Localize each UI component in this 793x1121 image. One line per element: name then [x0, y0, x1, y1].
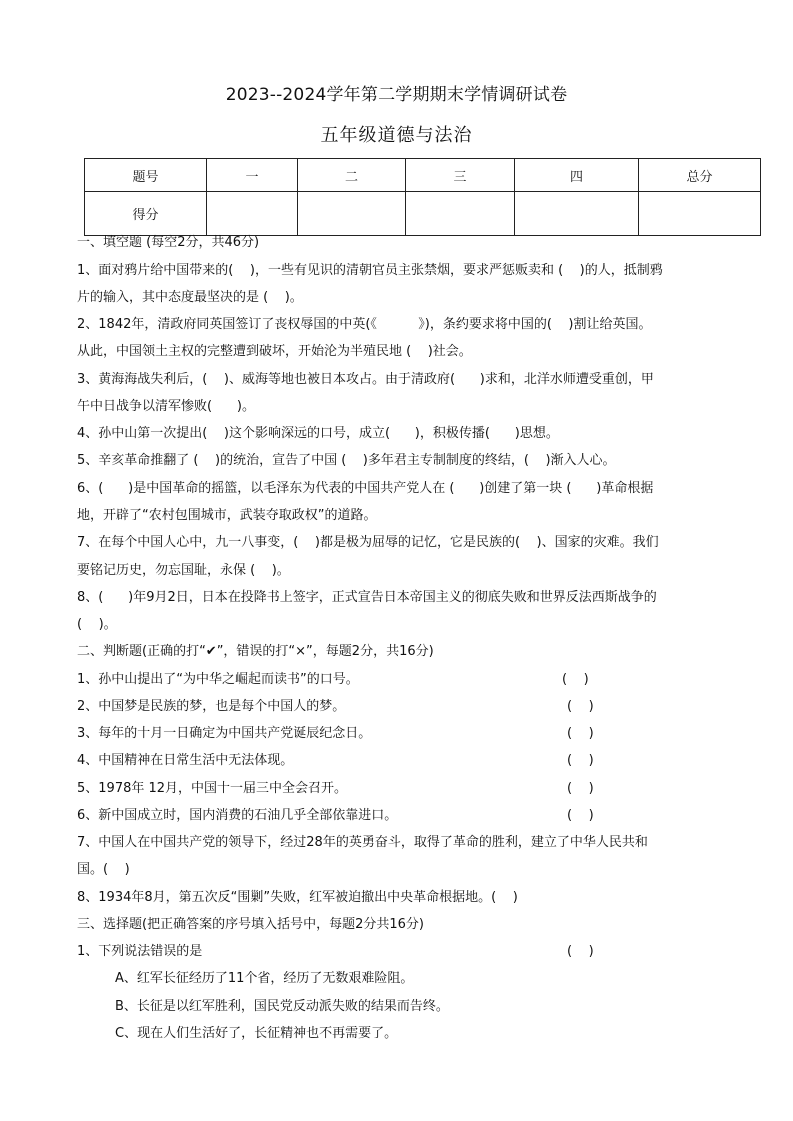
judgment-item: 国。( ) — [77, 862, 130, 877]
score-table-score-row — [85, 192, 761, 236]
choice-option-c: C、现在人们生活好了，长征精神也不再需要了。 — [115, 1026, 398, 1041]
choice-option-a: A、红军长征经历了11个省，经历了无数艰难险阻。 — [115, 971, 414, 986]
score-table-header-row — [85, 159, 761, 192]
question-line: ( )。 — [77, 617, 117, 632]
judgment-item: 5、1978年 12月，中国十一届三中全会召开。 — [77, 781, 348, 796]
question-line: 要铭记历史，勿忘国耻，永保 ( )。 — [77, 563, 290, 578]
judgment-item: 1、孙中山提出了“为中华之崛起而读书”的口号。 — [77, 672, 359, 687]
score-cell[interactable] — [639, 192, 761, 236]
judgment-item: 2、中国梦是民族的梦，也是每个中国人的梦。 — [77, 699, 346, 714]
exam-subtitle: 五年级道德与法治 — [320, 125, 473, 146]
question-line: 从此，中国领土主权的完整遭到破坏，开始沦为半殖民地 ( )社会。 — [77, 344, 472, 359]
section-heading: 一、填空题 (每空2分，共46分) — [77, 235, 260, 250]
judgment-item: 3、每年的十月一日确定为中国共产党诞辰纪念日。 — [77, 726, 372, 741]
question-line: 地，开辟了“农村包围城市，武装夺取政权”的道路。 — [77, 508, 377, 523]
score-cell[interactable] — [406, 192, 515, 236]
score-cell[interactable] — [515, 192, 639, 236]
question-line: 2、1842年，清政府同英国签订了丧权辱国的中英(《 》)，条约要求将中国的( )割让给英国。 — [77, 317, 652, 332]
question-line: 8、( )年9月2日，日本在投降书上签字，正式宣告日本帝国主义的彻底失败和世界反法西斯战争的 — [77, 590, 657, 605]
question-line: 5、辛亥革命推翻了 ( )的统治，宣告了中国 ( )多年君主专制制度的终结，( )渐入人心。 — [77, 453, 616, 468]
score-table-header: 二 — [298, 159, 406, 192]
section-heading: 三、选择题(把正确答案的序号填入括号中，每题2分共16分) — [77, 917, 424, 932]
question-line: 7、在每个中国人心中，九一八事变，( )都是极为屈辱的记忆，它是民族的( )、国家的灾难。我们 — [77, 535, 659, 550]
answer-bracket[interactable]: ( ) — [567, 699, 594, 714]
choice-option-b: B、长征是以红军胜利，国民党反动派失败的结果而告终。 — [115, 999, 449, 1014]
judgment-item: 7、中国人在中国共产党的领导下，经过28年的英勇奋斗，取得了革命的胜利，建立了中华人民共和 — [77, 835, 648, 850]
score-table-header: 一 — [207, 159, 298, 192]
question-line: 1、面对鸦片给中国带来的( )，一些有见识的清朝官员主张禁烟，要求严惩贩卖和 ( )的人，抵制鸦 — [77, 263, 663, 278]
answer-bracket[interactable]: ( ) — [567, 781, 594, 796]
answer-bracket[interactable]: ( ) — [567, 726, 594, 741]
answer-bracket[interactable]: ( ) — [567, 808, 594, 823]
score-table-header: 四 — [515, 159, 639, 192]
answer-bracket[interactable]: ( ) — [562, 672, 589, 687]
score-table-header: 总分 — [639, 159, 761, 192]
score-cell[interactable] — [298, 192, 406, 236]
question-line: 6、( )是中国革命的摇篮，以毛泽东为代表的中国共产党人在 ( )创建了第一块 ( )革命根据 — [77, 481, 654, 496]
question-line: 片的输入，其中态度最坚决的是 ( )。 — [77, 290, 303, 305]
question-line: 午中日战争以清军惨败( )。 — [77, 399, 255, 414]
score-cell[interactable] — [207, 192, 298, 236]
judgment-item: 6、新中国成立时，国内消费的石油几乎全部依靠进口。 — [77, 808, 398, 823]
score-table-header: 三 — [406, 159, 515, 192]
question-line: 3、黄海海战失利后，( )、威海等地也被日本攻占。由于清政府( )求和，北洋水师遭受重创，甲 — [77, 372, 654, 387]
choice-question-stem: 1、下列说法错误的是 — [77, 944, 203, 959]
question-line: 4、孙中山第一次提出( )这个影响深远的口号，成立( )，积极传播( )思想。 — [77, 426, 559, 441]
answer-bracket[interactable]: ( ) — [567, 753, 594, 768]
score-row-label: 得分 — [85, 192, 207, 236]
judgment-item: 4、中国精神在日常生活中无法体现。 — [77, 753, 294, 768]
judgment-item: 8、1934年8月，第五次反“围剿”失败，红军被迫撤出中央革命根据地。( ) — [77, 890, 518, 905]
exam-title: 2023--2024学年第二学期期末学情调研试卷 — [225, 85, 568, 105]
score-table-header: 题号 — [85, 159, 207, 192]
score-table — [84, 158, 761, 236]
answer-bracket[interactable]: ( ) — [567, 944, 594, 959]
section-heading: 二、判断题(正确的打“✔”，错误的打“×”，每题2分，共16分) — [77, 644, 434, 659]
